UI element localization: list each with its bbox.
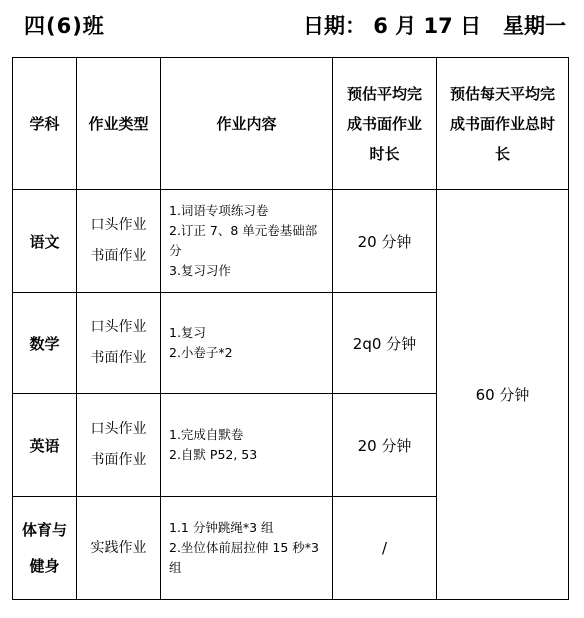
subject-name: 健身 <box>29 557 60 575</box>
page-header <box>0 0 584 56</box>
table-header-row <box>13 58 569 190</box>
header-subject: 学科 <box>13 58 77 190</box>
header-avg-time-line: 时长 <box>369 144 400 163</box>
type-label: 口头作业 <box>90 217 147 233</box>
content-item: 2.坐位体前屈拉伸 15 秒*3 组 <box>169 540 319 575</box>
table-row <box>13 190 569 293</box>
duration-cell: 20 分钟 <box>333 394 437 497</box>
subject-cell <box>13 190 77 293</box>
content-item: 1.词语专项练习卷 <box>169 203 269 218</box>
content-item: 1.1 分钟跳绳*3 组 <box>169 520 274 535</box>
subject-name: 英语 <box>29 436 60 455</box>
daily-total-cell: 60 分钟 <box>437 190 569 600</box>
subject-cell <box>13 394 77 497</box>
content-item: 1.完成自默卷 <box>169 427 244 442</box>
content-item: 2.小卷子*2 <box>169 345 233 360</box>
header-daily-total-line: 长 <box>494 144 510 163</box>
header-content: 作业内容 <box>161 58 333 190</box>
type-label: 书面作业 <box>90 452 147 468</box>
type-label: 书面作业 <box>90 350 147 366</box>
subject-cell <box>13 293 77 394</box>
homework-table <box>12 57 569 600</box>
content-cell <box>161 293 333 394</box>
header-daily-total-line: 成书面作业总时 <box>449 114 555 133</box>
subject-name: 体育与 <box>21 521 67 539</box>
type-cell <box>77 190 161 293</box>
type-cell <box>77 497 161 600</box>
type-label: 口头作业 <box>90 421 147 437</box>
content-cell <box>161 497 333 600</box>
header-daily-total-line: 预估每天平均完 <box>449 84 555 103</box>
subject-name: 数学 <box>29 334 60 353</box>
class-name: 四(6)班 <box>24 14 105 38</box>
type-cell <box>77 293 161 394</box>
type-cell <box>77 394 161 497</box>
header-avg-time <box>333 58 437 190</box>
duration-cell: 20 分钟 <box>333 190 437 293</box>
date-label: 日期： 6 月 17 日 星期一 <box>302 14 566 38</box>
subject-name: 语文 <box>29 232 60 251</box>
type-label: 书面作业 <box>90 248 147 264</box>
header-avg-time-line: 成书面作业 <box>346 114 422 133</box>
content-cell <box>161 190 333 293</box>
content-item: 2.自默 P52, 53 <box>169 447 258 462</box>
content-item: 3.复习习作 <box>169 263 231 278</box>
duration-cell: / <box>333 497 437 600</box>
header-daily-total <box>437 58 569 190</box>
type-label: 实践作业 <box>90 539 147 556</box>
header-type: 作业类型 <box>77 58 161 190</box>
subject-cell <box>13 497 77 600</box>
content-item: 1.复习 <box>169 325 206 340</box>
content-cell <box>161 394 333 497</box>
type-label: 口头作业 <box>90 319 147 335</box>
header-avg-time-line: 预估平均完 <box>346 84 422 103</box>
duration-cell: 2q0 分钟 <box>333 293 437 394</box>
content-item: 2.订正 7、8 单元卷基础部分 <box>169 223 318 258</box>
